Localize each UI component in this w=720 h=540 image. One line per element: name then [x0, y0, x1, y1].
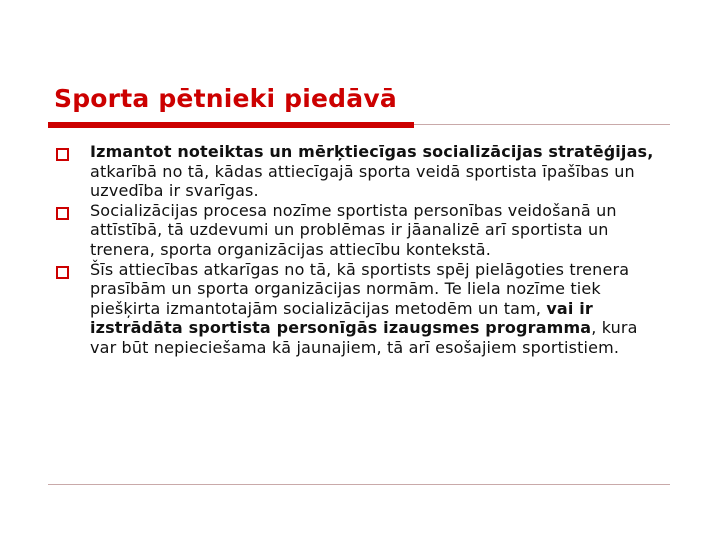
square-bullet-icon [56, 148, 69, 161]
bullet-text [90, 260, 656, 358]
bullet-text-part: Izmantot noteiktas un mērķtiecīgas socializācijas stratēģijas, [90, 142, 654, 161]
bullet-text [90, 142, 656, 201]
bullet-text-part: , kura var būt nepieciešama kā jaunajiem, tā arī esošajiem sportistiem. [90, 318, 638, 357]
title-accent-bar [48, 122, 414, 128]
bullet-text-part: vai ir izstrādāta sportista personīgās izaugsmes programma [90, 298, 593, 338]
square-bullet-icon [56, 266, 69, 279]
bullet-item-3 [56, 260, 656, 358]
bullet-text-part: Šīs attiecības atkarīgas no tā, kā sportists spēj pielāgoties trenera prasībām un sporta organizācijas normām. Te liela nozīme tiek piešķirta izmantotajām socializācijas metodēm un tam, [90, 259, 630, 318]
square-bullet-icon [56, 207, 69, 220]
footer-divider-line [48, 484, 670, 485]
bullet-text-part: atkarībā no tā, kādas attiecīgajā sporta veidā sportista īpašības un uzvedība ir svarīgas. [90, 161, 635, 201]
bullet-item-1 [56, 142, 656, 201]
bullet-list [56, 142, 656, 358]
bullet-text-part: Socializācijas procesa nozīme sportista personības veidošanā un attīstībā, tā uzdevumi un problēmas ir jāanalizē arī sportista un trenera, sporta organizācijas attiecību kontekstā. [90, 200, 617, 259]
bullet-text [90, 201, 656, 260]
bullet-item-2 [56, 201, 656, 260]
slide-title: Sporta pētnieki piedāvā [54, 84, 397, 113]
